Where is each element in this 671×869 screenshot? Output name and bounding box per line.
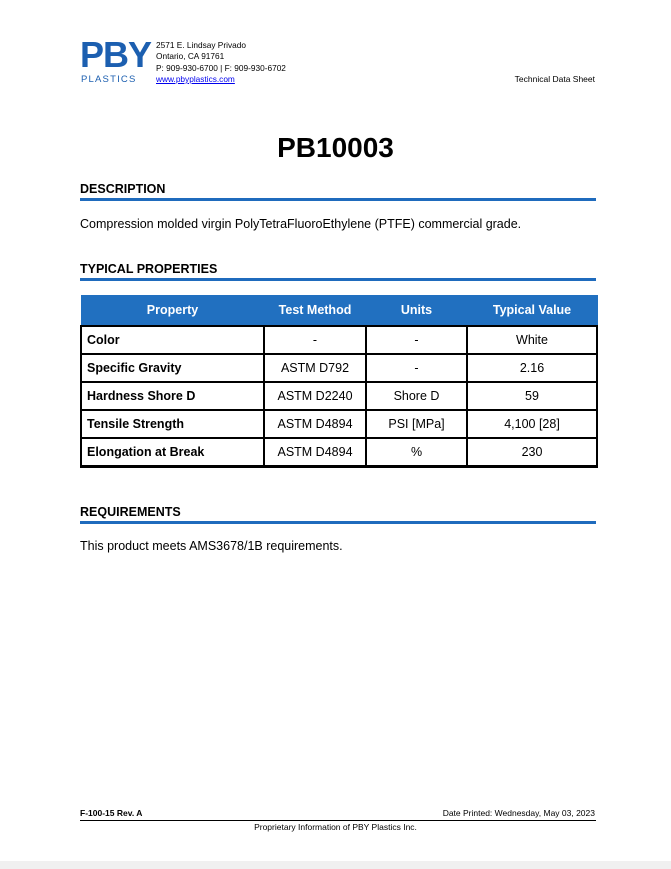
doc-type-label: Technical Data Sheet xyxy=(514,74,595,84)
company-address xyxy=(156,40,286,85)
column-header: Test Method xyxy=(264,295,366,326)
typical-value: 4,100 [28] xyxy=(467,410,597,438)
logo-subtext: PLASTICS xyxy=(81,74,137,85)
table-row xyxy=(81,382,597,410)
property-name: Tensile Strength xyxy=(81,410,264,438)
table-header-row xyxy=(81,295,597,326)
address-line2: Ontario, CA 91761 xyxy=(156,51,225,62)
column-header: Property xyxy=(81,295,264,326)
date-printed: Date Printed: Wednesday, May 03, 2023 xyxy=(442,808,595,818)
typical-value: 2.16 xyxy=(467,354,597,382)
requirements-text: This product meets AMS3678/1B requirements. xyxy=(80,539,343,553)
footer-divider xyxy=(80,820,596,821)
requirements-heading: REQUIREMENTS xyxy=(80,505,596,524)
properties-heading: TYPICAL PROPERTIES xyxy=(80,262,596,281)
column-header: Units xyxy=(366,295,467,326)
property-name: Color xyxy=(81,326,264,354)
test-method: ASTM D2240 xyxy=(264,382,366,410)
typical-value: White xyxy=(467,326,597,354)
product-title: PB10003 xyxy=(277,132,394,163)
description-heading: DESCRIPTION xyxy=(80,182,596,201)
phone-fax: P: 909-930-6700 | F: 909-930-6702 xyxy=(156,62,286,73)
page-bottom-edge xyxy=(0,861,671,869)
units: Shore D xyxy=(366,382,467,410)
pby-logo xyxy=(80,34,152,88)
column-header: Typical Value xyxy=(467,295,597,326)
units: - xyxy=(366,354,467,382)
test-method: - xyxy=(264,326,366,354)
property-name: Specific Gravity xyxy=(81,354,264,382)
units: - xyxy=(366,326,467,354)
property-name: Elongation at Break xyxy=(81,438,264,467)
description-text: Compression molded virgin PolyTetraFluoroEthylene (PTFE) commercial grade. xyxy=(80,217,522,231)
table-row xyxy=(81,410,597,438)
table-row xyxy=(81,438,597,467)
test-method: ASTM D792 xyxy=(264,354,366,382)
units: PSI [MPa] xyxy=(366,410,467,438)
test-method: ASTM D4894 xyxy=(264,410,366,438)
typical-value: 230 xyxy=(467,438,597,467)
address-line1: 2571 E. Lindsay Privado xyxy=(156,40,246,50)
typical-value: 59 xyxy=(467,382,597,410)
proprietary-notice: Proprietary Information of PBY Plastics Inc. xyxy=(254,822,417,832)
table-row xyxy=(81,326,597,354)
table-row xyxy=(81,354,597,382)
website-link[interactable]: www.pbyplastics.com xyxy=(156,73,235,84)
property-name: Hardness Shore D xyxy=(81,382,264,410)
units: % xyxy=(366,438,467,467)
form-id: F-100-15 Rev. A xyxy=(80,808,143,818)
test-method: ASTM D4894 xyxy=(264,438,366,467)
logo-wordmark: PBY xyxy=(80,34,152,75)
properties-table xyxy=(80,295,598,468)
